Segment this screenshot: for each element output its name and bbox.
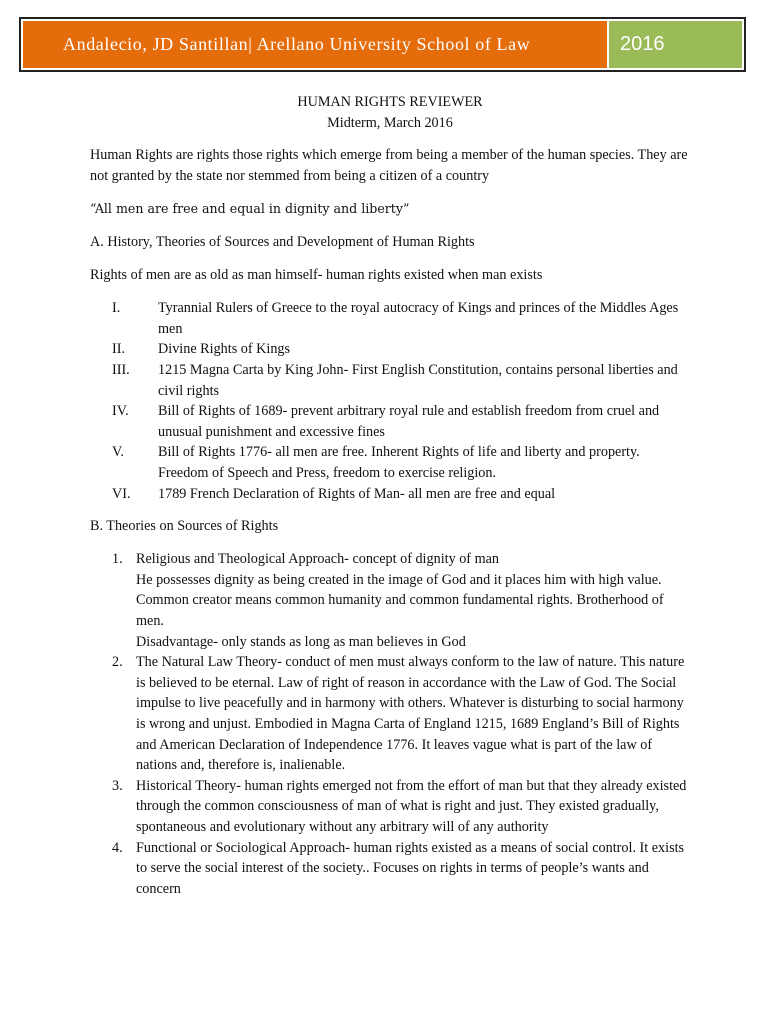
rights-intro: Rights of men are as old as man himself- human rights existed when man exists xyxy=(90,267,543,284)
list-number: V. xyxy=(112,444,124,461)
section-b-heading: B. Theories on Sources of Rights xyxy=(90,518,279,535)
list-item xyxy=(90,442,690,483)
list-number: I. xyxy=(112,300,121,317)
list-number: IV. xyxy=(112,403,129,420)
list-text: Tyrannial Rulers of Greece to the royal autocracy of Kings and princes of the Middles Ages men xyxy=(158,300,679,337)
list-item xyxy=(90,339,690,360)
intro-paragraph: Human Rights are rights those rights which emerge from being a member of the human species. They are not granted by the state nor stemmed from being a citizen of a country xyxy=(90,147,688,184)
list-number: III. xyxy=(112,361,130,378)
list-item xyxy=(90,298,690,339)
list-item xyxy=(90,549,690,652)
document-subtitle: Midterm, March 2016 xyxy=(327,114,453,131)
history-list xyxy=(90,298,690,504)
theory-line: He possesses dignity as being created in the image of God and it places him with high value. Common creator means common humanity and common fundamental rights. Brotherhood of men. xyxy=(136,571,664,629)
list-text: Historical Theory- human rights emerged not from the effort of man but that they already existed through the common consciousness of man of what is right and just. They existed gradually, spontaneous and evolutionary without any arbitrary will of any authority xyxy=(136,777,687,835)
theories-list xyxy=(90,549,690,899)
list-text: The Natural Law Theory- conduct of men must always conform to the law of nature. This nature is believed to be eternal. Law of right of reason in accordance with the Law of God. The Social impulse to live peacefully and in harmony with others. Whatever is disturbing to social harmony is wrong and unjust. Embodied in Magna Carta of England 1215, 1689 England’s Bill of Rights and American Declaration of Independence 1776. It leaves vague what is part of the law of nations and, therefore is, inalienable. xyxy=(136,654,685,774)
list-item xyxy=(90,652,690,776)
theory-line: Disadvantage- only stands as long as man believes in God xyxy=(136,633,466,650)
header-author-banner: Andalecio, JD Santillan| Arellano University School of Law xyxy=(23,21,609,68)
header-year: 2016 xyxy=(609,21,742,68)
list-item xyxy=(90,838,690,900)
document-title: HUMAN RIGHTS REVIEWER xyxy=(297,94,483,110)
list-text: 1789 French Declaration of Rights of Man- all men are free and equal xyxy=(158,485,556,502)
page-header xyxy=(19,17,746,72)
list-text: 1215 Magna Carta by King John- First English Constitution, contains personal liberties and civil rights xyxy=(158,361,678,399)
list-text xyxy=(136,549,690,652)
list-item xyxy=(90,360,690,401)
list-number: II. xyxy=(112,341,125,358)
list-number: 3. xyxy=(112,777,123,794)
section-a-heading: A. History, Theories of Sources and Development of Human Rights xyxy=(90,233,475,250)
list-text: Functional or Sociological Approach- human rights existed as a means of social control. It exists to serve the social interest of the society.. Focuses on rights in terms of people’s wants and concern xyxy=(136,839,685,897)
list-item xyxy=(90,401,690,442)
quote: “All men are free and equal in dignity and liberty” xyxy=(90,200,410,216)
list-number: 1. xyxy=(112,551,123,568)
list-item xyxy=(90,484,690,505)
list-number: VI. xyxy=(112,485,131,502)
list-item xyxy=(90,776,690,838)
document-body xyxy=(90,92,690,911)
list-text: Bill of Rights 1776- all men are free. Inherent Rights of life and liberty and property. Freedom of Speech and Press, freedom to exercise religion. xyxy=(158,444,640,481)
list-text: Divine Rights of Kings xyxy=(158,341,291,358)
list-text: Bill of Rights of 1689- prevent arbitrary royal rule and establish freedom from cruel and unusual punishment and excessive fines xyxy=(158,403,660,440)
list-number: 4. xyxy=(112,839,123,856)
theory-line: Religious and Theological Approach- concept of dignity of man xyxy=(136,551,500,568)
list-number: 2. xyxy=(112,654,123,671)
